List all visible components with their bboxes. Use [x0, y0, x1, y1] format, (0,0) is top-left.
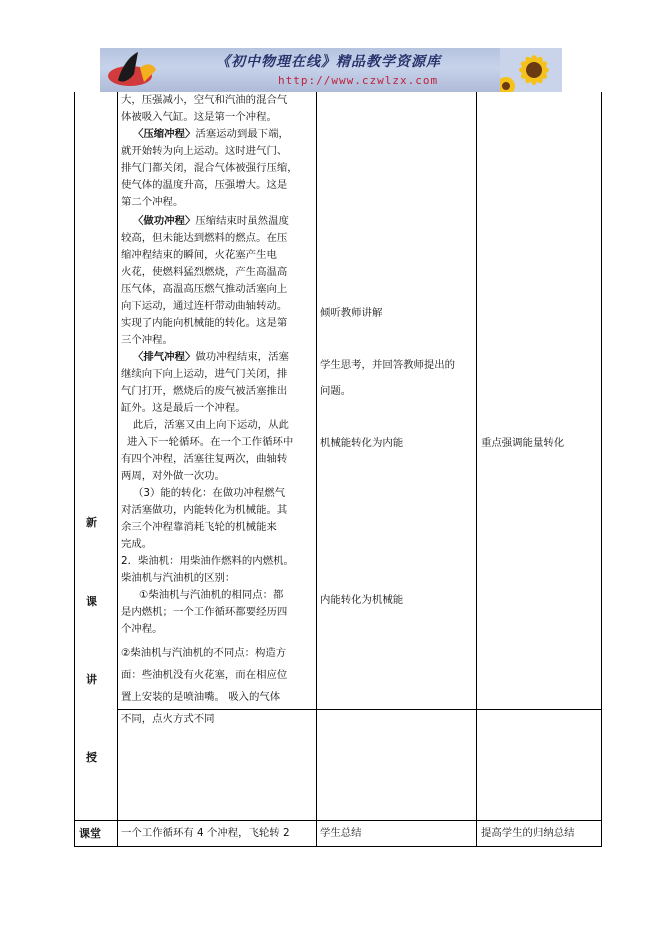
content-line: 是内燃机；一个工作循环都要经历四	[121, 606, 288, 618]
side-label-ke: 课	[86, 595, 97, 608]
lesson-content	[121, 92, 315, 730]
banner-url[interactable]: http://www.czwlzx.com	[278, 74, 439, 87]
content-line: （3）能的转化：在做功冲程燃气	[133, 487, 286, 499]
footer-content: 一个工作循环有 4 个冲程，飞轮转 2	[121, 827, 290, 839]
header-banner	[100, 48, 562, 92]
content-line: 完成。	[121, 538, 153, 550]
content-line: 个冲程。	[121, 623, 163, 635]
content-line: 实现了内能向机械能的转化。这是第	[121, 317, 288, 329]
content-line: 缩冲程结束的瞬间，火花塞产生电	[121, 249, 277, 261]
student-activity-4: 内能转化为机械能	[320, 594, 404, 606]
side-label-jiang: 讲	[86, 673, 97, 686]
content-line: 火花，使燃料猛烈燃烧，产生高温高	[121, 266, 288, 278]
compression-stroke-heading: 〈压缩冲程〉	[133, 128, 196, 140]
compression-stroke-paragraph	[121, 126, 315, 143]
content-line: ②柴油机与汽油机的不同点：构造方	[121, 647, 287, 659]
content-line: 进入下一轮循环。在一个工作循环中	[127, 436, 294, 448]
content-line: 柴油机与汽油机的区别：	[121, 572, 236, 584]
content-line: 活塞运动到最下端，	[195, 128, 289, 140]
content-line: 缸外。这是最后一个冲程。	[121, 402, 246, 414]
logo-icon	[104, 50, 164, 90]
student-activity-1: 倾听教师讲解	[320, 307, 383, 319]
footer-student: 学生总结	[320, 827, 362, 839]
content-line: 做功冲程结束，活塞	[195, 351, 289, 363]
content-line: 两周，对外做一次功。	[121, 470, 225, 482]
content-line: 三个冲程。	[121, 334, 173, 346]
content-line: 继续向下向上运动，进气门关闭，排	[121, 368, 288, 380]
content-line: 气门打开，燃烧后的废气被活塞推出	[121, 385, 288, 397]
content-line: 压缩结束时虽然温度	[195, 215, 289, 227]
content-line: 体被吸入气缸。这是第一个冲程。	[121, 111, 277, 123]
student-activity-2a: 学生思考，并回答教师提出的	[320, 359, 456, 371]
content-line: 此后，活塞又由上向下运动，从此	[133, 419, 289, 431]
student-activity-3: 机械能转化为内能	[320, 437, 404, 449]
content-line: 有四个冲程，活塞往复两次，曲轴转	[121, 453, 288, 465]
content-line: 压气体，高温高压燃气推动活塞向上	[121, 283, 288, 295]
banner-title: 《初中物理在线》精品教学资源库	[216, 54, 441, 70]
content-line: 排气门都关闭，混合气体被强行压缩，	[121, 162, 298, 174]
content-line: 就开始转为向上运动。这时进气门、	[121, 145, 288, 157]
footer-intent: 提高学生的归纳总结	[481, 827, 575, 839]
power-stroke-paragraph	[121, 213, 315, 230]
content-line: 大，压强减小，空气和汽油的混合气	[121, 94, 288, 106]
footer-row-label: 课堂	[79, 827, 101, 840]
content-line: ①柴油机与汽油机的相同点：都	[139, 589, 284, 601]
content-line: 面：些油机没有火花塞，而在相应位	[121, 669, 288, 681]
content-line: 2．柴油机：用柴油作燃料的内燃机。	[121, 555, 294, 567]
content-line: 余三个冲程靠消耗飞轮的机械能来	[121, 521, 277, 533]
content-line: 对活塞做功，内能转化为机械能。其	[121, 504, 288, 516]
content-line: 向下运动，通过连杆带动曲轴转动。	[121, 300, 288, 312]
exhaust-stroke-paragraph	[121, 349, 315, 366]
design-intent-1: 重点强调能量转化	[481, 437, 565, 449]
power-stroke-heading: 〈做功冲程〉	[133, 215, 196, 227]
content-line: 使气体的温度升高，压强增大。这是	[121, 179, 288, 191]
content-line: 不同，点火方式不同	[121, 713, 215, 725]
side-label-shou: 授	[86, 751, 97, 764]
side-label-xin: 新	[86, 516, 97, 529]
exhaust-stroke-heading: 〈排气冲程〉	[133, 351, 196, 363]
student-activity-2b: 问题。	[320, 385, 352, 397]
content-line: 第二个冲程。	[121, 196, 184, 208]
content-line: 较高，但未能达到燃料的燃点。在压	[121, 232, 288, 244]
sunflower-icon	[500, 48, 562, 92]
content-line: 置上安装的是喷油嘴。 吸入的气体	[121, 691, 281, 703]
